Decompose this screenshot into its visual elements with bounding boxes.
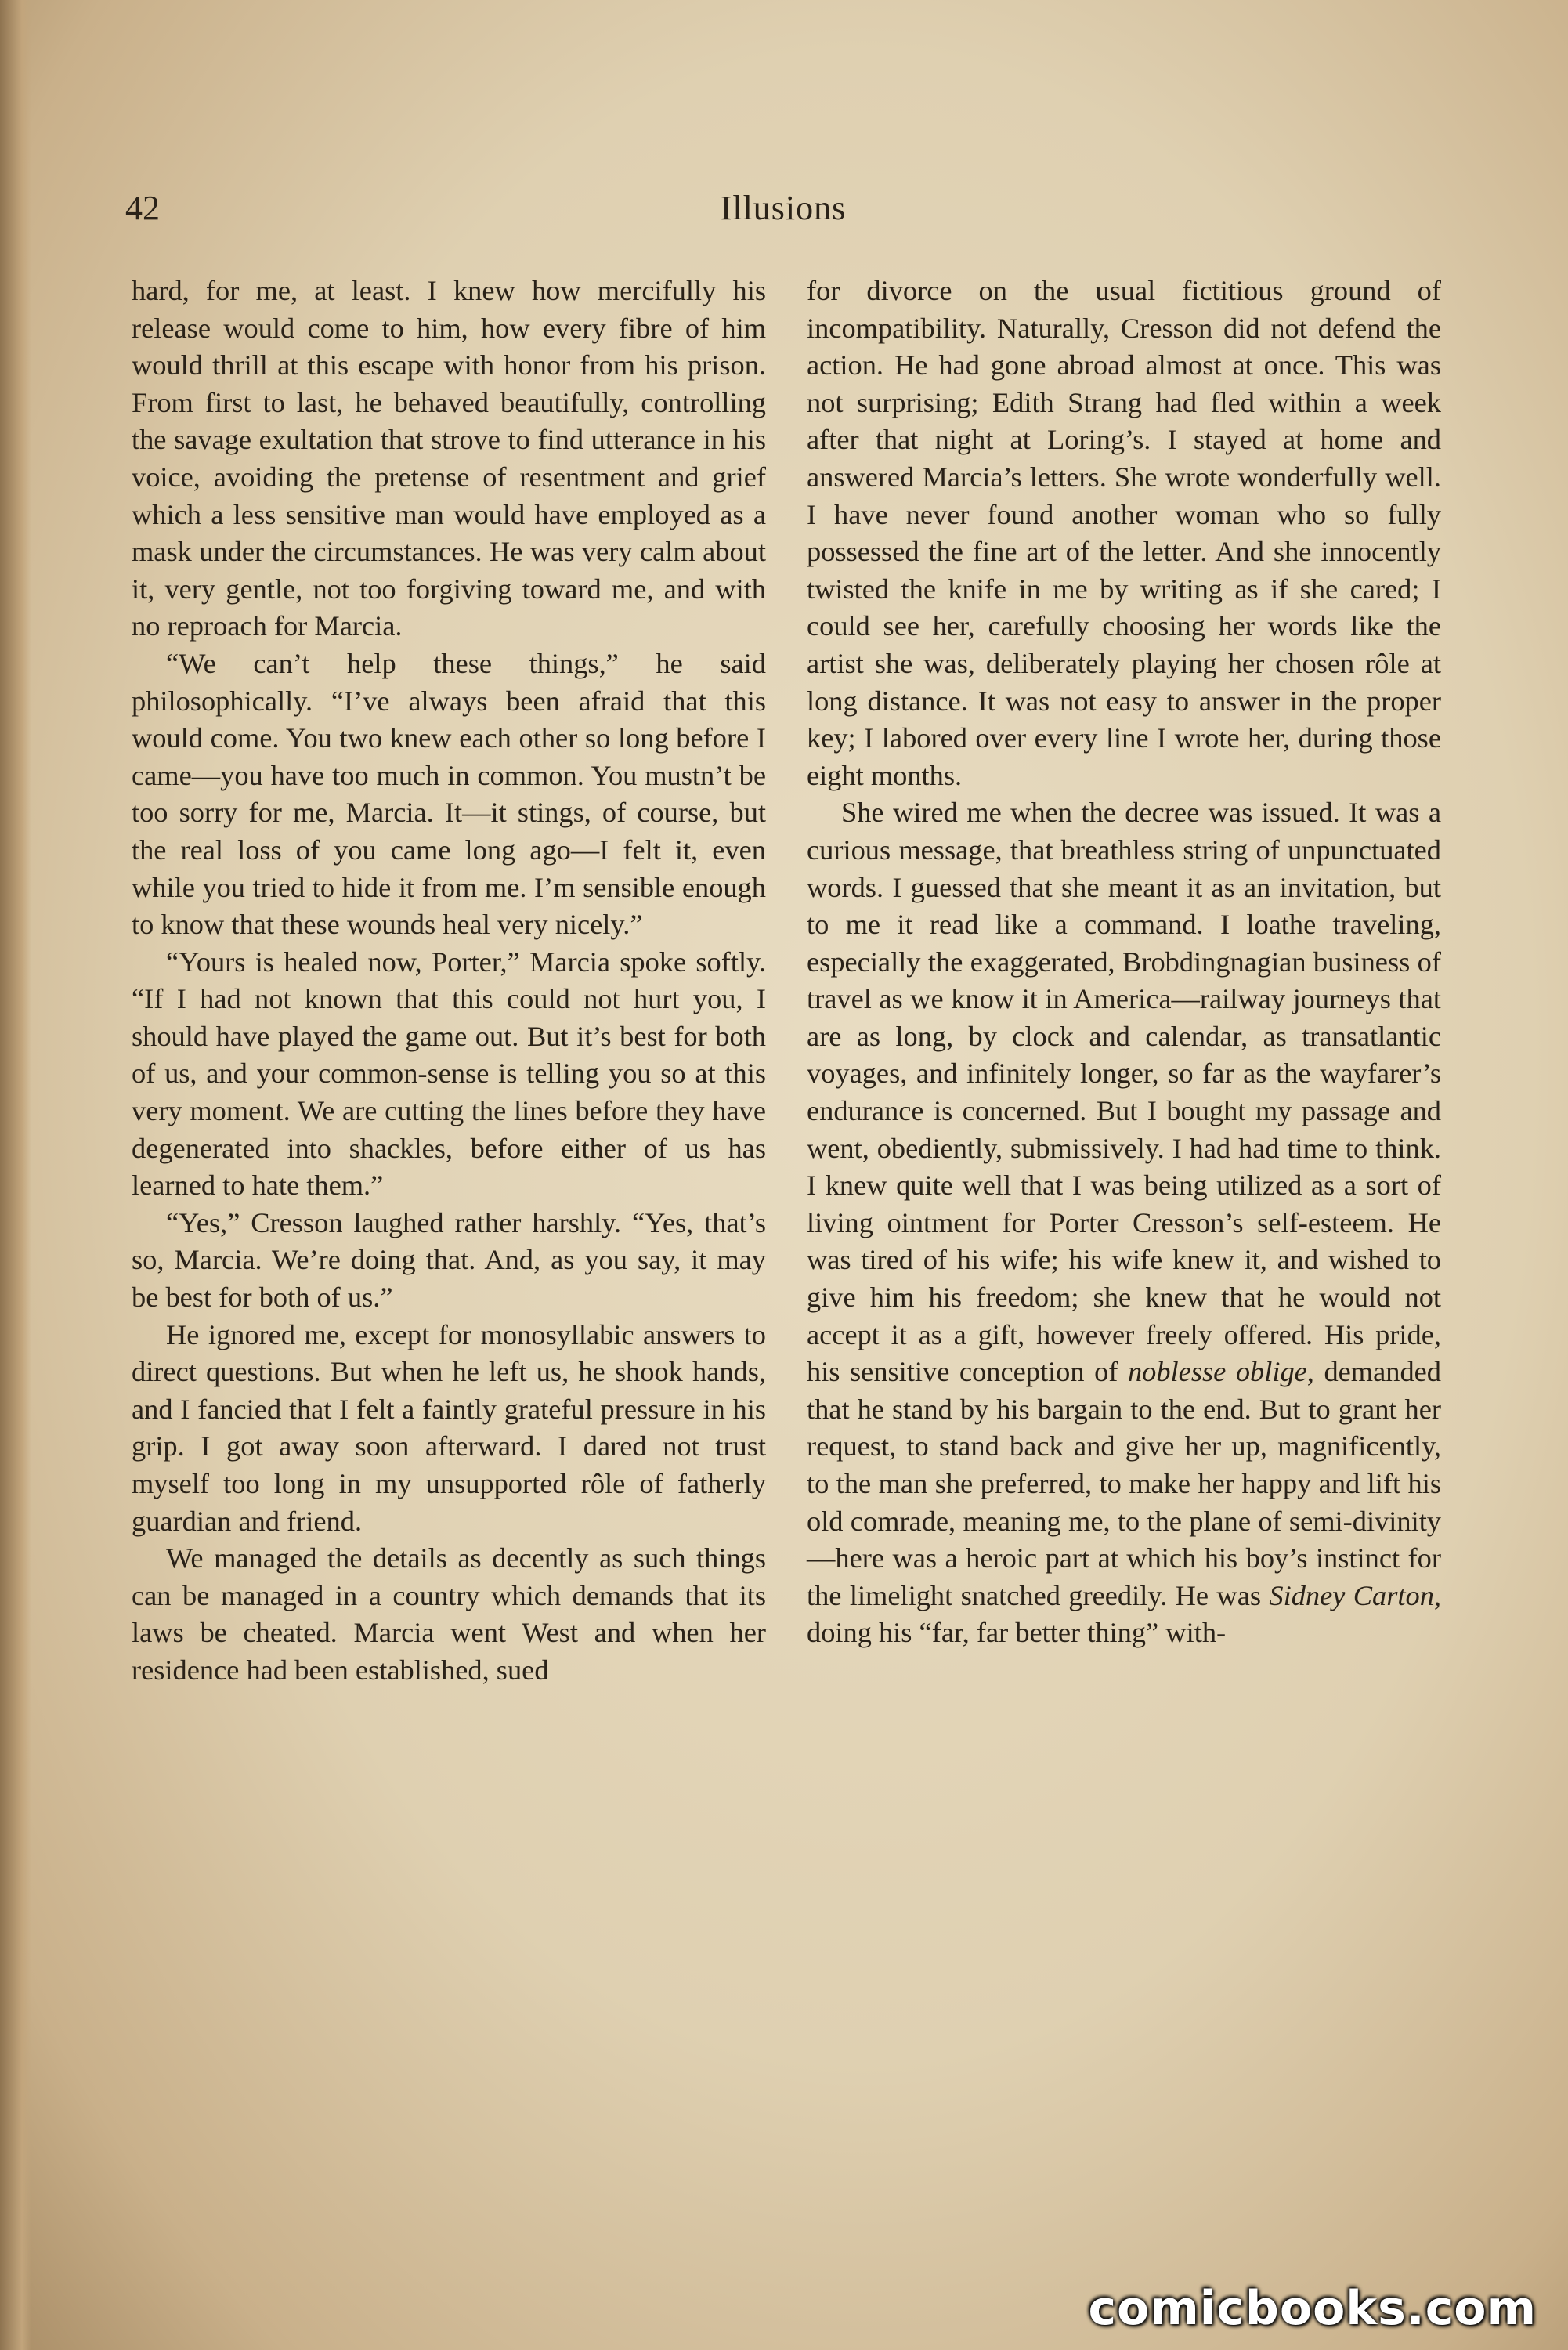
right-column: [807, 273, 1441, 1652]
page-number: 42: [125, 189, 160, 227]
paragraph: “We can’t help these things,” he said philosophically. “I’ve always been afraid that this would come. You two knew each other so long before I came—you have too much in common. You mustn’t be too sorry for me, Marcia. It—it stings, of course, but the real loss of you came long ago—I felt it, even while you tried to hide it from me. I’m sensible enough to know that these wounds heal very nicely.”: [132, 647, 766, 941]
paragraph: “Yours is healed now, Porter,” Marcia spoke softly. “If I had not known that this could not hurt you, I should have played the game out. But it’s best for both of us, and your common-sense is telling you so at this very moment. We are cutting the lines before they have degenerated into shackles, before either of us has learned to hate them.”: [132, 945, 766, 1202]
running-head: Illusions: [720, 189, 847, 227]
paragraph: [807, 794, 1441, 1652]
left-column: [132, 273, 766, 1690]
paragraph: hard, for me, at least. I knew how mercifully his release would come to him, how every fibre of him would thrill at this escape with honor from his prison. From first to last, he behaved beautifully, controlling the savage exultation that strove to find utterance in his voice, avoiding the pretense of resentment and grief which a less sensitive man would have employed as a mask under the circumstances. He was very calm about it, very gentle, not too forgiving toward me, and with no reproach for Marcia.: [132, 275, 766, 642]
paragraph: for divorce on the usual fictitious ground of incompatibility. Naturally, Cresson did not defend the action. He had gone abroad almost at once. This was not surprising; Edith Strang had fled within a week after that night at Loring’s. I stayed at home and answered Marcia’s letters. She wrote wonderfully well. I have never found another woman who so fully possessed the fine art of the letter. And she innocently twisted the knife in me by writing as if she cared; I could see her, carefully choosing her words like the artist she was, deliberately playing her chosen rôle at long distance. It was not easy to answer in the proper key; I labored over every line I wrote her, during those eight months.: [807, 275, 1441, 791]
site-watermark: comicbooks.com: [1088, 2281, 1537, 2336]
paragraph: “Yes,” Cresson laughed rather harshly. “Yes, that’s so, Marcia. We’re doing that. And, as you say, it may be best for both of us.”: [132, 1206, 766, 1314]
italic-name: Sidney Carton: [1269, 1579, 1434, 1611]
paragraph: We managed the details as decently as such things can be managed in a country which demands that its laws be cheated. Marcia went West and when her residence had been established, sued: [132, 1542, 766, 1686]
paragraph: He ignored me, except for monosyllabic answers to direct questions. But when he left us, he shook hands, and I fancied that I felt a faintly grateful pressure in his grip. I got away soon afterward. I dared not trust myself too long in my unsupported rôle of fatherly guardian and friend.: [132, 1318, 766, 1537]
text-run: , doing his “far, far better thing” with-: [807, 1579, 1442, 1649]
text-run: She wired me when the decree was issued. It was a curious message, that breathless string of unpunctuated words. I guessed that she meant it as an invitation, but to me it read like a command. I loathe traveling, especially the exaggerated, Brobdingnagian business of travel as we know it in America—railway journeys that are as long, by clock and calendar, as transatlantic voyages, and infinitely longer, so far as the wayfarer’s endurance is concerned. But I bought my passage and went, obediently, submissively. I had had time to think. I knew quite well that I was being utilized as a sort of living ointment for Porter Cresson’s self-esteem. He was tired of his wife; his wife knew it, and wished to give him his freedom; she knew that he would not accept it as a gift, however freely offered. His pride, his sensitive conception of: [807, 797, 1441, 1388]
page-edge-shadow: [0, 0, 31, 2350]
text-run: , demanded that he stand by his bargain to the end. But to grant her request, to stand back and give her up, magnificently, to the man she preferred, to make her happy and lift his old comrade, meaning me, to the plane of semi-divinity—here was a heroic part at which his boy’s instinct for the limelight snatched greedily. He was: [807, 1356, 1441, 1611]
page-header: [125, 188, 1441, 243]
italic-phrase: noblesse oblige: [1127, 1356, 1307, 1388]
